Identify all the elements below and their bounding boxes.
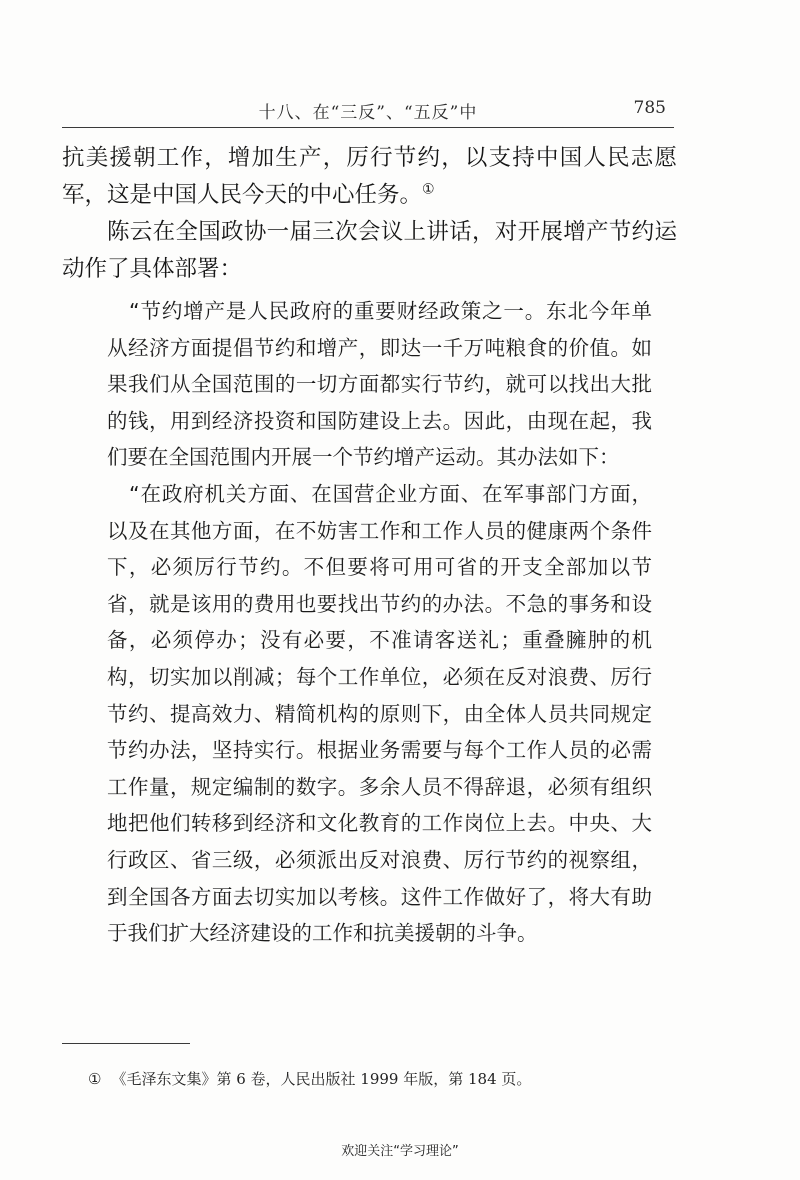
bottom-note: 欢迎关注“学习理论” bbox=[341, 1144, 459, 1159]
running-title: 十八、在“三反”、“五反”中 bbox=[258, 103, 478, 123]
paragraph-continued bbox=[62, 140, 677, 214]
body-text bbox=[62, 140, 677, 952]
block-quote-1: “节约增产是人民政府的重要财经政策之一。东北今年单从经济方面提倡节约和增产，即达一千万吨粮食的价值。如果我们从全国范围的一切方面都实行节约，就可以找出大批的钱，用到经济投资和国防建设上去。因此，由现在起，我们要在全国范围内开展一个节约增产运动。其办法如下： bbox=[107, 299, 652, 470]
footnote-number: ① bbox=[88, 1070, 102, 1088]
footnote bbox=[88, 1068, 688, 1090]
footnote-ref: ① bbox=[422, 181, 435, 198]
footnote-rule bbox=[62, 1043, 190, 1044]
header-rule bbox=[62, 127, 674, 128]
page-number: 785 bbox=[633, 98, 666, 118]
paragraph-intro: 陈云在全国政协一届三次会议上讲话，对开展增产节约运动作了具体部署： bbox=[62, 219, 677, 282]
footnote-text: 《毛泽东文集》第 6 卷，人民出版社 1999 年版，第 184 页。 bbox=[111, 1070, 532, 1088]
paragraph-text: 抗美援朝工作，增加生产，厉行节约，以支持中国人民志愿军，这是中国人民今天的中心任务。 bbox=[62, 145, 677, 208]
block-quote-2: “在政府机关方面、在国营企业方面、在军事部门方面，以及在其他方面，在不妨害工作和工作人员的健康两个条件下，必须厉行节约。不但要将可用可省的开支全部加以节省，就是该用的费用也要找出节约的办法。不急的事务和设备，必须停办；没有必要，不准请客送礼；重叠臃肿的机构，切实加以削减；每个工作单位，必须在反对浪费、厉行节约、提高效力、精简机构的原则下，由全体人员共同规定节约办法，坚持实行。根据业务需要与每个工作人员的必需工作量，规定编制的数字。多余人员不得辞退，必须有组织地把他们转移到经济和文化教育的工作岗位上去。中央、大行政区、省三级，必须派出反对浪费、厉行节约的视察组，到全国各方面去切实加以考核。这件工作做好了，将大有助于我们扩大经济建设的工作和抗美援朝的斗争。 bbox=[107, 481, 652, 946]
running-head bbox=[62, 96, 674, 126]
